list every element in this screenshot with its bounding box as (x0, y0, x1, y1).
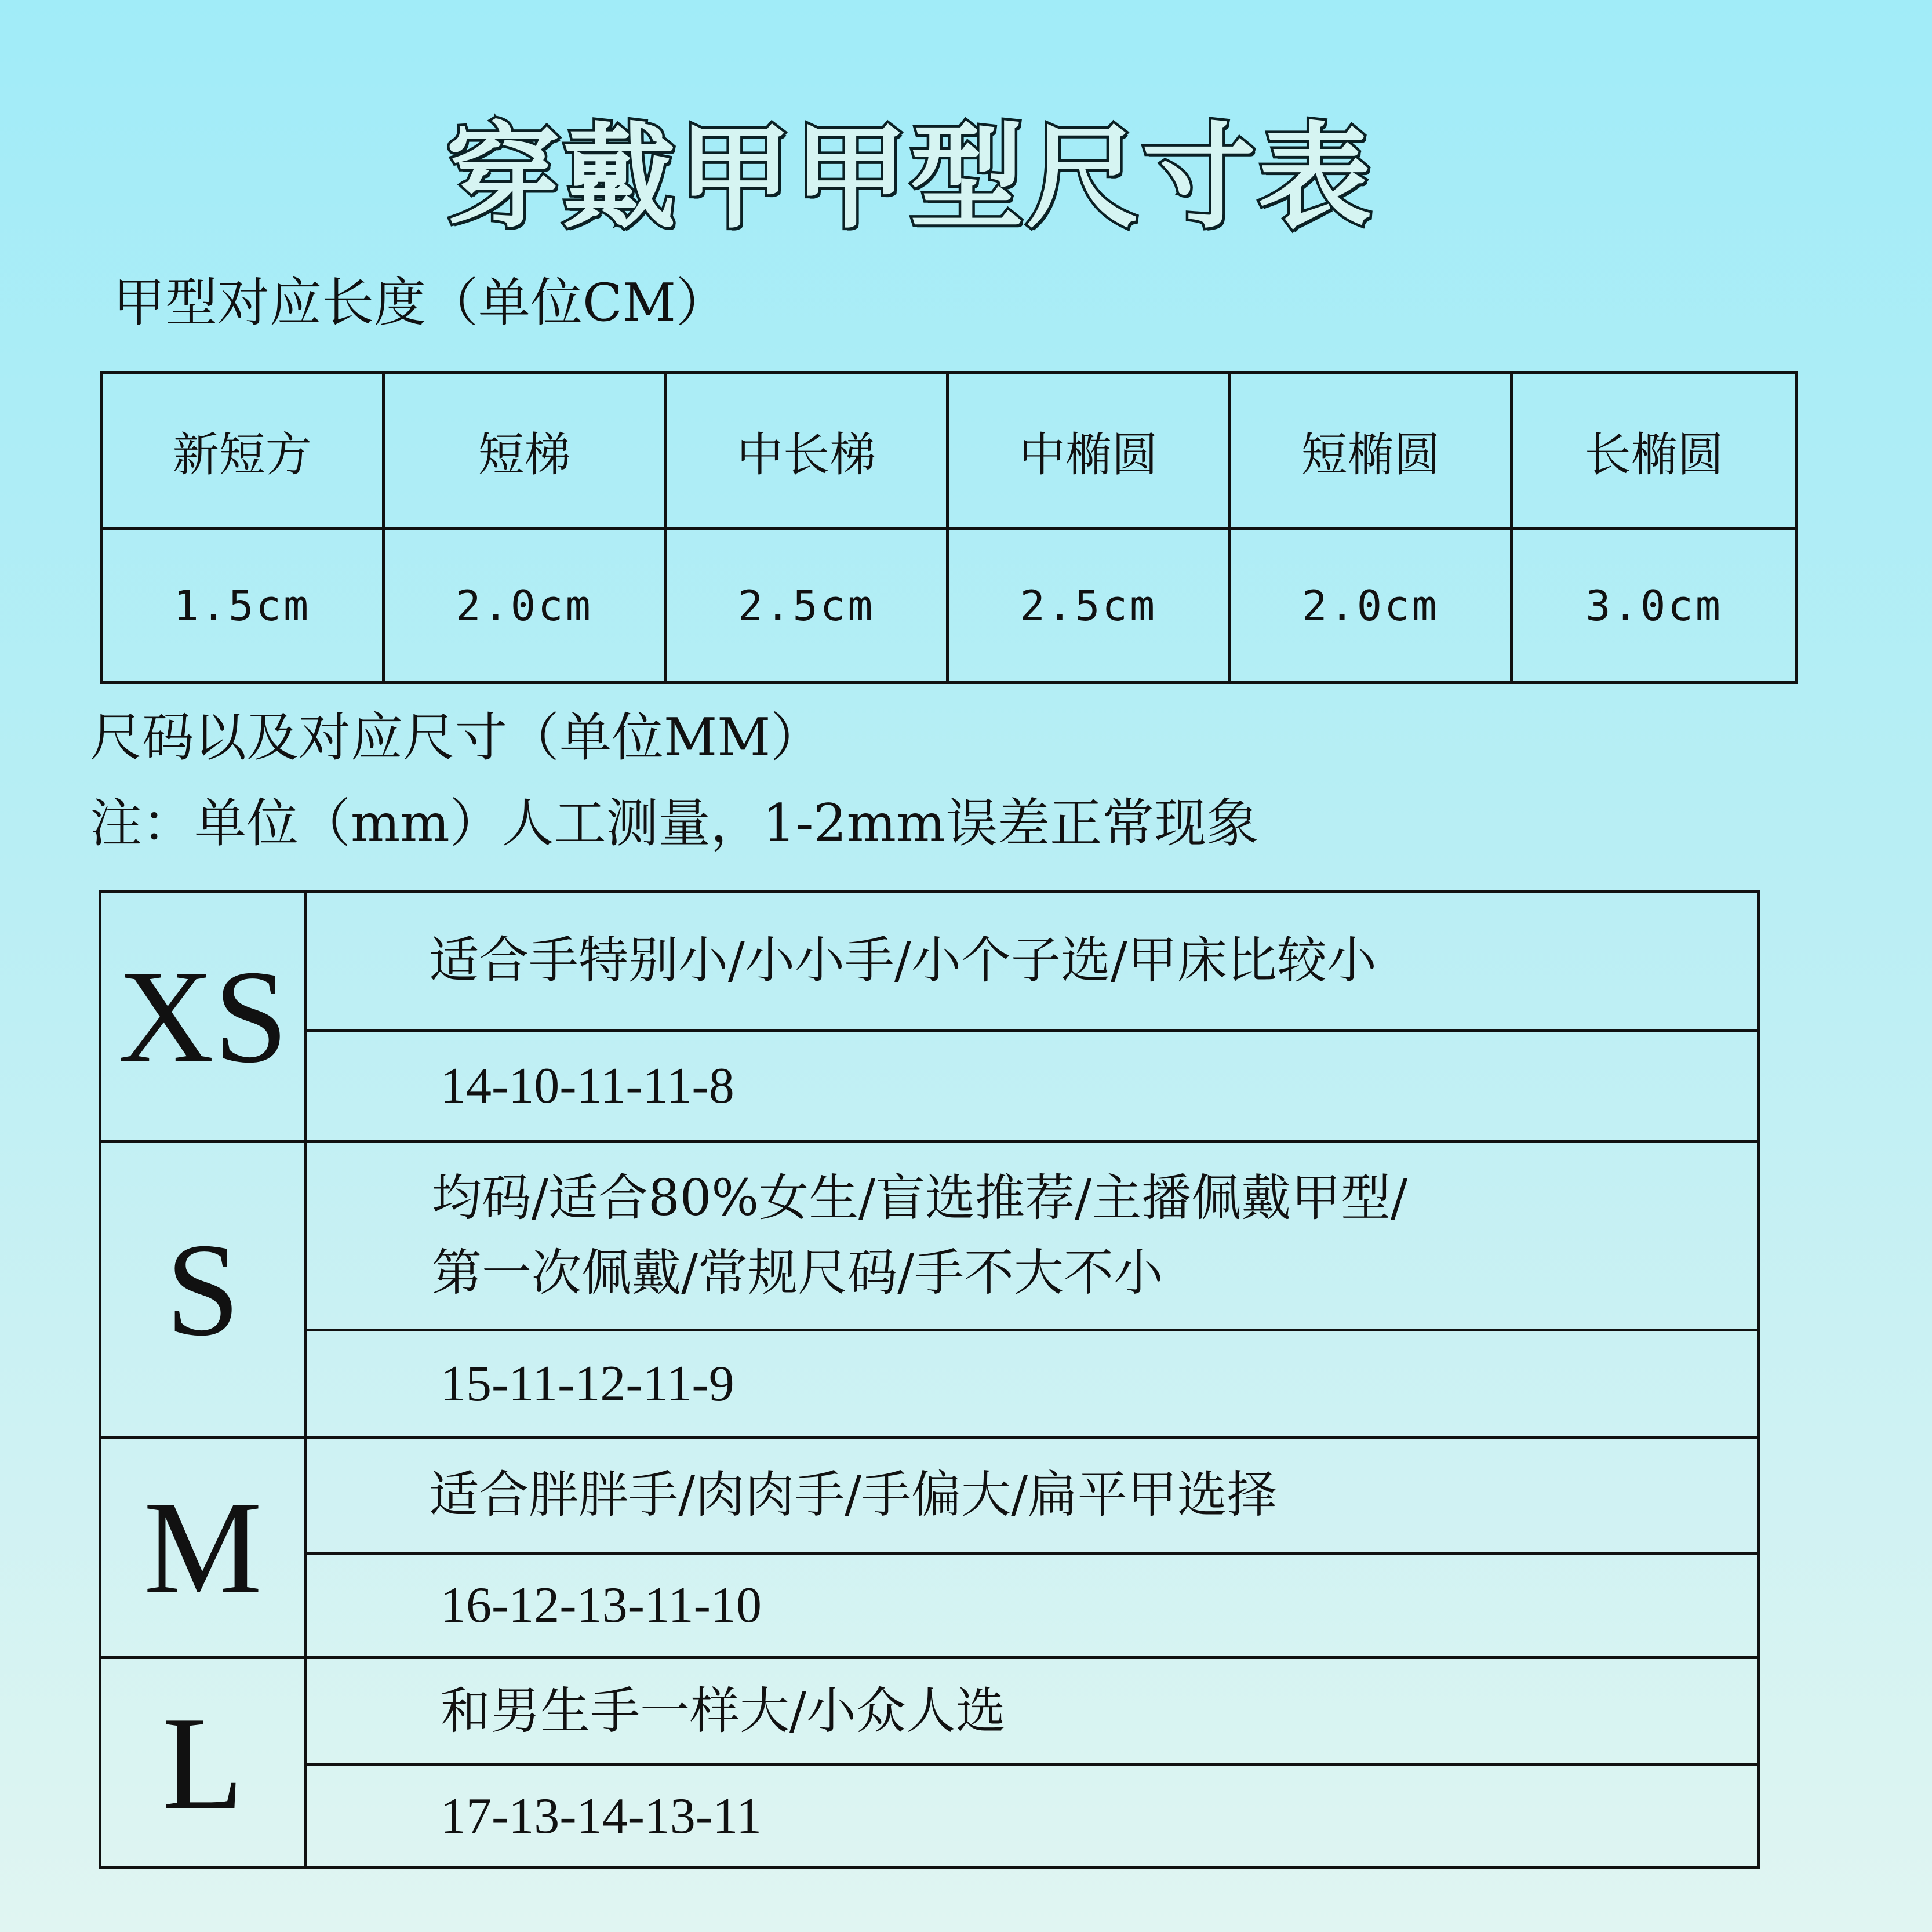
size-body (307, 1659, 1757, 1866)
size-letter: S (101, 1143, 307, 1439)
size-description-line: 第一次佩戴/常规尺码/手不大不小 (432, 1244, 1163, 1302)
size-description-line: 适合手特别小/小小手/小个子选/甲床比较小 (429, 932, 1377, 989)
size-letter: XS (101, 893, 307, 1143)
size-letter: M (101, 1439, 307, 1659)
size-body (307, 1439, 1757, 1659)
size-description (307, 1143, 1757, 1331)
size-description-line: 均码/适合80%女生/盲选推荐/主播佩戴甲型/ (432, 1169, 1408, 1227)
type-length-cell: 1.5cm (103, 530, 385, 681)
type-name-cell: 短梯 (385, 374, 667, 530)
size-description-line: 适合胖胖手/肉肉手/手偏大/扁平甲选择 (429, 1466, 1277, 1524)
size-body (307, 1143, 1757, 1439)
size-dimensions: 16-12-13-11-10 (441, 1577, 762, 1633)
size-table (99, 890, 1760, 1869)
type-length-cell: 3.0cm (1585, 581, 1723, 630)
type-length-cell: 2.5cm (949, 530, 1231, 681)
type-section-label: 甲型对应长度（单位CM） (113, 272, 729, 333)
size-description (307, 1439, 1757, 1555)
type-name-cell: 短椭圆 (1231, 374, 1513, 530)
type-length-cell: 2.0cm (1231, 530, 1513, 681)
size-section-label: 尺码以及对应尺寸（单位MM） (90, 707, 823, 768)
type-name-cell: 中椭圆 (949, 374, 1231, 530)
type-name-cell: 中长梯 (667, 374, 949, 530)
size-dimensions: 14-10-11-11-8 (441, 1058, 734, 1114)
type-length-cell: 2.5cm (667, 530, 949, 681)
size-dimensions: 17-13-14-13-11 (441, 1788, 762, 1844)
size-description-line: 和男生手一样大/小众人选 (441, 1682, 1006, 1740)
type-name-cell: 新短方 (103, 374, 385, 530)
size-description (307, 1659, 1757, 1766)
type-length-cell: 2.0cm (385, 530, 667, 681)
nail-type-table (100, 371, 1798, 684)
page-title: 穿戴甲甲型尺寸表 (446, 112, 1374, 244)
type-name-cell: 长椭圆 (1513, 374, 1795, 530)
size-dimensions: 15-11-12-11-9 (441, 1355, 734, 1412)
measurement-note: 注：单位（mm）人工测量，1-2mm误差正常现象 (90, 793, 1259, 854)
size-letter: L (101, 1659, 307, 1866)
size-body (307, 893, 1757, 1143)
size-description (307, 893, 1757, 1032)
